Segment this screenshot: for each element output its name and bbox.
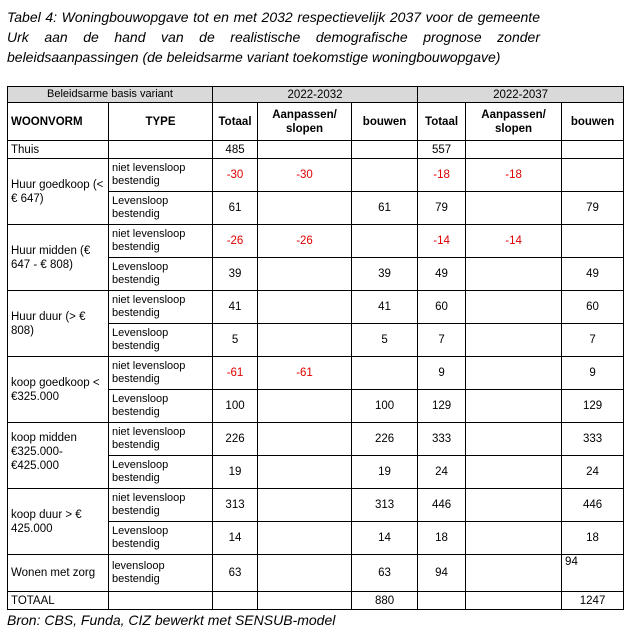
value-cell: 60 <box>562 291 624 324</box>
woonvorm-cell: koop midden €325.000- €425.000 <box>8 423 109 489</box>
table-row <box>8 555 624 592</box>
value-cell: 18 <box>418 522 466 555</box>
value-cell: 446 <box>562 489 624 522</box>
value-cell <box>258 489 352 522</box>
col-woonvorm: WOONVORM <box>8 103 109 141</box>
value-cell: -18 <box>418 159 466 192</box>
value-cell: 49 <box>562 258 624 291</box>
value-cell <box>258 390 352 423</box>
value-cell: 39 <box>213 258 258 291</box>
value-cell <box>258 324 352 357</box>
table-row <box>8 141 624 159</box>
value-cell: 226 <box>352 423 418 456</box>
value-cell: 79 <box>418 192 466 225</box>
total-value: 1247 <box>562 592 624 610</box>
value-cell <box>466 456 562 489</box>
value-cell: 7 <box>562 324 624 357</box>
value-cell: 557 <box>418 141 466 159</box>
type-cell: Levensloop bestendig <box>109 324 213 357</box>
value-cell <box>466 357 562 390</box>
value-cell: -26 <box>258 225 352 258</box>
value-cell: 24 <box>418 456 466 489</box>
table-row <box>8 225 624 258</box>
value-cell: 129 <box>418 390 466 423</box>
woonvorm-cell: Huur duur (> € 808) <box>8 291 109 357</box>
value-cell <box>466 423 562 456</box>
period2-header: 2022-2037 <box>418 87 624 103</box>
value-cell: 14 <box>352 522 418 555</box>
value-cell: 7 <box>418 324 466 357</box>
type-cell: niet levensloop bestendig <box>109 225 213 258</box>
total-row <box>8 592 624 610</box>
value-cell: 9 <box>418 357 466 390</box>
value-cell: 19 <box>352 456 418 489</box>
value-cell: 14 <box>213 522 258 555</box>
type-cell: Levensloop bestendig <box>109 456 213 489</box>
table-row <box>8 291 624 324</box>
value-cell <box>466 291 562 324</box>
type-cell: levensloop bestendig <box>109 555 213 592</box>
woonvorm-cell: Huur goedkoop (< € 647) <box>8 159 109 225</box>
value-cell <box>562 159 624 192</box>
value-cell <box>258 423 352 456</box>
type-cell: Levensloop bestendig <box>109 258 213 291</box>
type-cell: niet levensloop bestendig <box>109 159 213 192</box>
value-cell: 226 <box>213 423 258 456</box>
woonvorm-cell: Thuis <box>8 141 109 159</box>
value-cell: 60 <box>418 291 466 324</box>
value-cell <box>352 159 418 192</box>
value-cell: 333 <box>562 423 624 456</box>
value-cell: 39 <box>352 258 418 291</box>
col-aanpassen-2: Aanpassen/ slopen <box>466 103 562 141</box>
source-note: Bron: CBS, Funda, CIZ bewerkt met SENSUB-model <box>7 612 336 628</box>
value-cell: -30 <box>258 159 352 192</box>
value-cell: 63 <box>213 555 258 592</box>
value-cell: 485 <box>213 141 258 159</box>
type-cell: niet levensloop bestendig <box>109 489 213 522</box>
woonvorm-cell: koop goedkoop < €325.000 <box>8 357 109 423</box>
housing-table <box>7 86 624 610</box>
value-cell <box>466 390 562 423</box>
value-cell: 41 <box>352 291 418 324</box>
value-cell: -14 <box>466 225 562 258</box>
value-cell: 313 <box>352 489 418 522</box>
header-row-columns <box>8 103 624 141</box>
value-cell: 446 <box>418 489 466 522</box>
value-cell <box>466 522 562 555</box>
col-totaal-2: Totaal <box>418 103 466 141</box>
value-cell <box>466 324 562 357</box>
value-cell: 129 <box>562 390 624 423</box>
value-cell: 313 <box>213 489 258 522</box>
value-cell: 24 <box>562 456 624 489</box>
value-cell: -61 <box>258 357 352 390</box>
value-cell <box>466 258 562 291</box>
value-cell: 18 <box>562 522 624 555</box>
value-cell: 79 <box>562 192 624 225</box>
value-cell: 5 <box>352 324 418 357</box>
woonvorm-cell: Huur midden (€ 647 - € 808) <box>8 225 109 291</box>
value-cell <box>352 225 418 258</box>
value-cell <box>258 522 352 555</box>
col-bouwen-2: bouwen <box>562 103 624 141</box>
value-cell: 100 <box>352 390 418 423</box>
type-cell: Levensloop bestendig <box>109 522 213 555</box>
value-cell: 333 <box>418 423 466 456</box>
woonvorm-cell: Wonen met zorg <box>8 555 109 592</box>
value-cell: 19 <box>213 456 258 489</box>
table-row <box>8 159 624 192</box>
table-row <box>8 489 624 522</box>
value-cell: -18 <box>466 159 562 192</box>
value-cell: 41 <box>213 291 258 324</box>
total-value: 880 <box>352 592 418 610</box>
value-cell <box>562 225 624 258</box>
value-cell: 9 <box>562 357 624 390</box>
header-row-periods <box>8 87 624 103</box>
value-cell: -30 <box>213 159 258 192</box>
value-cell: 63 <box>352 555 418 592</box>
value-cell <box>258 456 352 489</box>
woonvorm-cell: koop duur > € 425.000 <box>8 489 109 555</box>
value-cell <box>466 192 562 225</box>
table-row <box>8 357 624 390</box>
value-cell: 49 <box>418 258 466 291</box>
col-bouwen-1: bouwen <box>352 103 418 141</box>
value-cell: 100 <box>213 390 258 423</box>
col-totaal-1: Totaal <box>213 103 258 141</box>
value-cell: -61 <box>213 357 258 390</box>
value-cell <box>258 192 352 225</box>
value-cell: 5 <box>213 324 258 357</box>
col-aanpassen-1: Aanpassen/ slopen <box>258 103 352 141</box>
type-cell: niet levensloop bestendig <box>109 423 213 456</box>
col-type: TYPE <box>109 103 213 141</box>
value-cell: 94 <box>562 555 624 592</box>
value-cell <box>352 357 418 390</box>
value-cell <box>258 258 352 291</box>
type-cell: Levensloop bestendig <box>109 390 213 423</box>
value-cell <box>466 489 562 522</box>
value-cell: 94 <box>418 555 466 592</box>
value-cell: -14 <box>418 225 466 258</box>
value-cell <box>258 291 352 324</box>
table-row <box>8 423 624 456</box>
value-cell: 61 <box>352 192 418 225</box>
value-cell: -26 <box>213 225 258 258</box>
total-label: TOTAAL <box>8 592 109 610</box>
value-cell: 61 <box>213 192 258 225</box>
type-cell: niet levensloop bestendig <box>109 357 213 390</box>
variant-header: Beleidsarme basis variant <box>8 87 213 103</box>
type-cell: Levensloop bestendig <box>109 192 213 225</box>
type-cell: niet levensloop bestendig <box>109 291 213 324</box>
table-caption: Tabel 4: Woningbouwopgave tot en met 2032 respectievelijk 2037 voor de gemeente Urk aan de hand van de realistische demografische prognose zonder beleidsaanpassingen (de beleidsarme variant toekomstige woningbouwopgave) <box>7 9 540 65</box>
period1-header: 2022-2032 <box>213 87 418 103</box>
